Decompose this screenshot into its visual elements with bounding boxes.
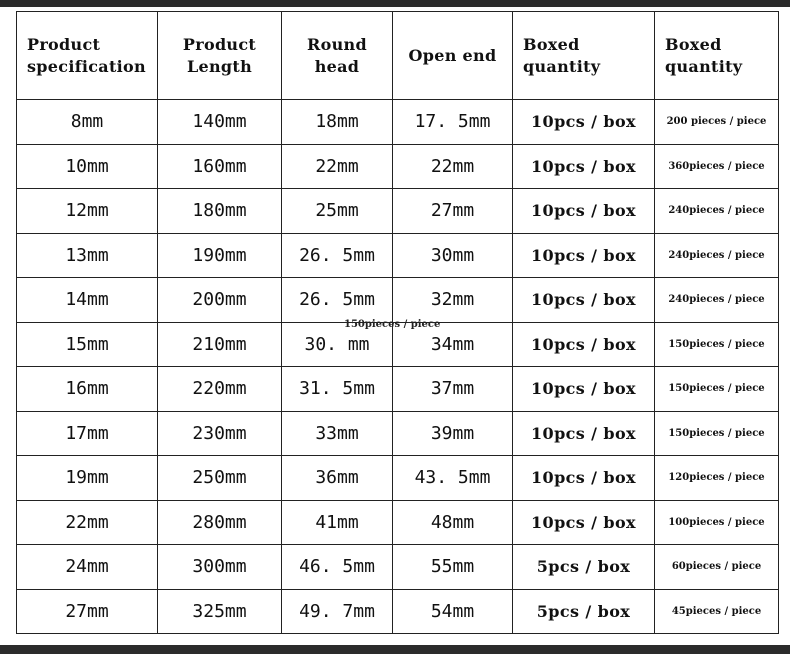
cell-round-head: 30. mm xyxy=(282,322,393,367)
cell-boxed-quantity: 10pcs / box xyxy=(513,144,655,189)
cell-round-head: 26. 5mm xyxy=(282,278,393,323)
cell-pieces-quantity: 100pieces / piece xyxy=(655,500,779,545)
table-row xyxy=(17,456,779,501)
cell-pieces-quantity: 45pieces / piece xyxy=(655,589,779,634)
cell-boxed-quantity: 10pcs / box xyxy=(513,233,655,278)
header-open-end: Open end xyxy=(393,12,513,100)
cell-spec: 14mm xyxy=(17,278,158,323)
cell-length: 180mm xyxy=(158,189,282,234)
cell-round-head: 26. 5mm xyxy=(282,233,393,278)
table-row xyxy=(17,411,779,456)
cell-boxed-quantity: 10pcs / box xyxy=(513,322,655,367)
cell-length: 210mm xyxy=(158,322,282,367)
table-header-row xyxy=(17,12,779,100)
cell-round-head: 36mm xyxy=(282,456,393,501)
cell-spec: 22mm xyxy=(17,500,158,545)
cell-round-head: 46. 5mm xyxy=(282,545,393,590)
cell-pieces-quantity: 360pieces / piece xyxy=(655,144,779,189)
cell-open-end: 32mm xyxy=(393,278,513,323)
cell-open-end: 30mm xyxy=(393,233,513,278)
table-row xyxy=(17,278,779,323)
cell-open-end: 17. 5mm xyxy=(393,100,513,145)
cell-length: 250mm xyxy=(158,456,282,501)
cell-pieces-quantity: 150pieces / piece xyxy=(655,411,779,456)
cell-open-end: 54mm xyxy=(393,589,513,634)
header-round-head: Round head xyxy=(282,12,393,100)
cell-boxed-quantity: 10pcs / box xyxy=(513,100,655,145)
cell-boxed-quantity: 5pcs / box xyxy=(513,545,655,590)
cell-open-end: 37mm xyxy=(393,367,513,412)
bottom-border-bar xyxy=(0,645,790,654)
cell-boxed-quantity: 10pcs / box xyxy=(513,500,655,545)
cell-open-end: 43. 5mm xyxy=(393,456,513,501)
cell-spec: 27mm xyxy=(17,589,158,634)
table-row xyxy=(17,367,779,412)
cell-pieces-quantity: 150pieces / piece xyxy=(655,322,779,367)
cell-round-head: 49. 7mm xyxy=(282,589,393,634)
cell-boxed-quantity: 10pcs / box xyxy=(513,367,655,412)
cell-boxed-quantity: 10pcs / box xyxy=(513,456,655,501)
cell-boxed-quantity: 10pcs / box xyxy=(513,411,655,456)
cell-length: 280mm xyxy=(158,500,282,545)
table-row xyxy=(17,144,779,189)
cell-spec: 8mm xyxy=(17,100,158,145)
header-boxed-quantity-pieces: Boxed quantity xyxy=(655,12,779,100)
cell-pieces-quantity: 120pieces / piece xyxy=(655,456,779,501)
cell-pieces-quantity: 240pieces / piece xyxy=(655,233,779,278)
header-product-specification: Product specification xyxy=(17,12,158,100)
header-boxed-quantity: Boxed quantity xyxy=(513,12,655,100)
stray-pieces-label: 150pieces / piece xyxy=(344,319,441,330)
cell-round-head: 31. 5mm xyxy=(282,367,393,412)
table-row xyxy=(17,545,779,590)
cell-length: 140mm xyxy=(158,100,282,145)
cell-round-head: 41mm xyxy=(282,500,393,545)
header-product-length: Product Length xyxy=(158,12,282,100)
cell-spec: 10mm xyxy=(17,144,158,189)
table-row xyxy=(17,500,779,545)
cell-length: 230mm xyxy=(158,411,282,456)
cell-boxed-quantity: 10pcs / box xyxy=(513,189,655,234)
cell-pieces-quantity: 240pieces / piece xyxy=(655,278,779,323)
top-border-bar xyxy=(0,0,790,7)
cell-open-end: 27mm xyxy=(393,189,513,234)
cell-spec: 15mm xyxy=(17,322,158,367)
cell-pieces-quantity: 200 pieces / piece xyxy=(655,100,779,145)
cell-length: 200mm xyxy=(158,278,282,323)
table-row xyxy=(17,589,779,634)
table-row xyxy=(17,233,779,278)
cell-round-head: 25mm xyxy=(282,189,393,234)
cell-pieces-quantity: 60pieces / piece xyxy=(655,545,779,590)
cell-open-end: 39mm xyxy=(393,411,513,456)
table-row xyxy=(17,100,779,145)
cell-spec: 19mm xyxy=(17,456,158,501)
table-row xyxy=(17,189,779,234)
cell-pieces-quantity: 150pieces / piece xyxy=(655,367,779,412)
cell-length: 325mm xyxy=(158,589,282,634)
cell-spec: 24mm xyxy=(17,545,158,590)
cell-round-head: 18mm xyxy=(282,100,393,145)
cell-open-end: 48mm xyxy=(393,500,513,545)
cell-length: 300mm xyxy=(158,545,282,590)
cell-boxed-quantity: 10pcs / box xyxy=(513,278,655,323)
cell-open-end: 22mm xyxy=(393,144,513,189)
cell-round-head: 33mm xyxy=(282,411,393,456)
cell-boxed-quantity: 5pcs / box xyxy=(513,589,655,634)
cell-open-end: 55mm xyxy=(393,545,513,590)
cell-length: 160mm xyxy=(158,144,282,189)
cell-spec: 12mm xyxy=(17,189,158,234)
cell-spec: 17mm xyxy=(17,411,158,456)
cell-length: 220mm xyxy=(158,367,282,412)
cell-length: 190mm xyxy=(158,233,282,278)
cell-spec: 16mm xyxy=(17,367,158,412)
cell-spec: 13mm xyxy=(17,233,158,278)
cell-pieces-quantity: 240pieces / piece xyxy=(655,189,779,234)
cell-open-end: 34mm xyxy=(393,322,513,367)
cell-round-head: 22mm xyxy=(282,144,393,189)
